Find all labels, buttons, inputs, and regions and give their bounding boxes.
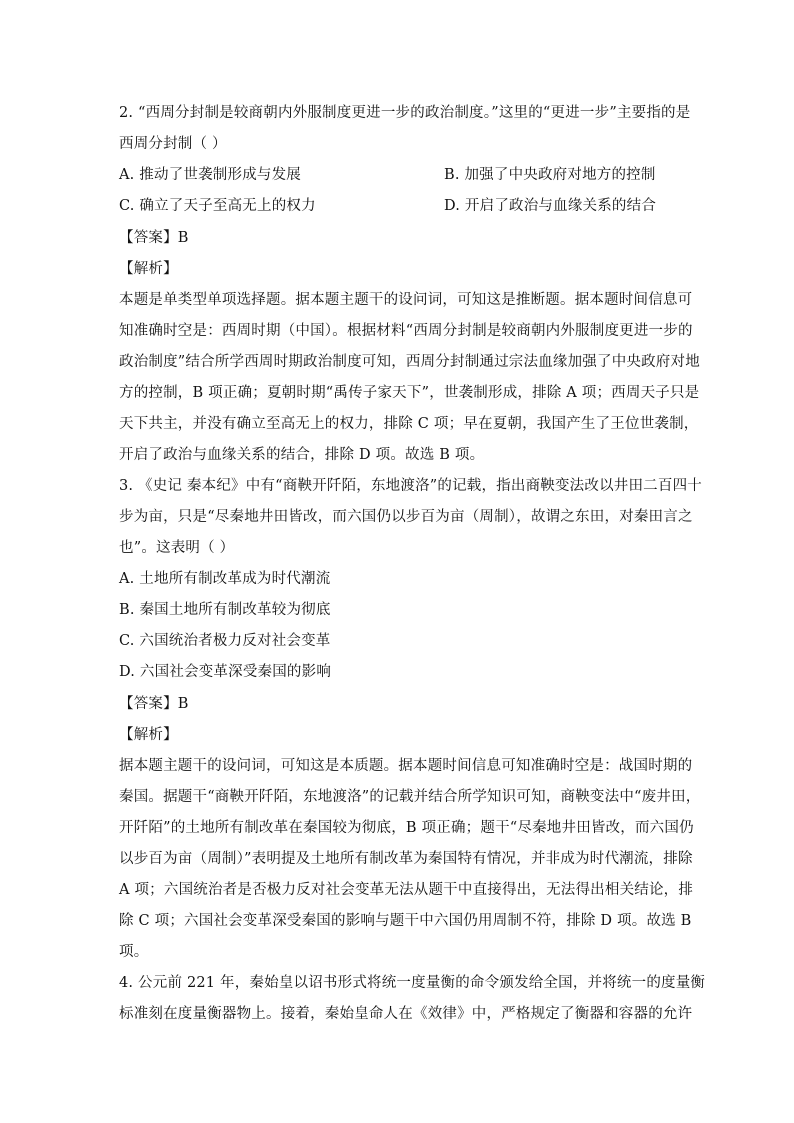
q2-analysis-line: 政治制度”结合所学西周时期政治制度可知，西周分封制通过宗法血缘加强了中央政府对地 — [119, 354, 700, 370]
q2-option-c: C. 确立了天子至高无上的权力 — [119, 198, 316, 214]
q2-analysis-line: 开启了政治与血缘关系的结合，排除 D 项。故选 B 项。 — [119, 447, 485, 463]
q2-analysis-line: 知准确时空是：西周时期（中国）。根据材料“西周分封制是较商朝内外服制度更进一步的 — [119, 323, 693, 339]
q3-option-b: B. 秦国土地所有制改革较为彻底 — [119, 602, 331, 618]
q3-option-a: A. 土地所有制改革成为时代潮流 — [119, 571, 331, 587]
q3-analysis-line: 项。 — [119, 944, 149, 960]
q2-analysis-line: 方的控制，B 项正确；夏朝时期“禹传子家天下”，世袭制形成，排除 A 项；西周天子只是 — [119, 385, 700, 401]
q2-stem-line-1: 2. “西周分封制是较商朝内外服制度更进一步的政治制度。”这里的“更进一步”主要指的是 — [119, 105, 691, 121]
q3-analysis-label: 【解析】 — [119, 727, 178, 743]
q2-stem-line-2: 西周分封制（ ） — [119, 136, 227, 152]
q3-answer: 【答案】B — [119, 696, 189, 712]
q3-analysis-line: A 项；六国统治者是否极力反对社会变革无法从题干中直接得出，无法得出相关结论，排 — [119, 882, 694, 898]
q2-analysis-line: 天下共主，并没有确立至高无上的权力，排除 C 项；早在夏朝，我国产生了王位世袭制， — [119, 416, 699, 432]
q3-analysis-line: 开阡陌”的土地所有制改革在秦国较为彻底，B 项正确；题干“尽秦地井田皆改，而六国仍 — [119, 820, 694, 836]
q3-stem-line-2: 步为亩，只是“尽秦地井田皆改，而六国仍以步百为亩（周制），故谓之东田，对秦田言之 — [119, 509, 693, 525]
q2-answer: 【答案】B — [119, 230, 189, 246]
q3-analysis-line: 据本题主题干的设问词，可知这是本质题。据本题时间信息可知准确时空是：战国时期的 — [119, 758, 693, 774]
q4-stem-line-2: 标准刻在度量衡器物上。接着，秦始皇命人在《效律》中，严格规定了衡器和容器的允许 — [119, 1006, 693, 1022]
q4-stem-line-1: 4. 公元前 221 年，秦始皇以诏书形式将统一度量衡的命令颁发给全国，并将统一的度量衡 — [119, 975, 706, 991]
q2-analysis-label: 【解析】 — [119, 261, 178, 277]
q3-option-c: C. 六国统治者极力反对社会变革 — [119, 633, 331, 649]
q3-stem-line-1: 3. 《史记 秦本纪》中有“商鞅开阡陌，东地渡洛”的记载，指出商鞅变法改以井田二百四十 — [119, 478, 702, 494]
q3-analysis-line: 除 C 项；六国社会变革深受秦国的影响与题干中六国仍用周制不符，排除 D 项。故选 B — [119, 913, 692, 929]
q3-analysis-line: 以步百为亩（周制）”表明提及土地所有制改革为秦国特有情况，并非成为时代潮流，排除 — [119, 851, 693, 867]
q2-option-a: A. 推动了世袭制形成与发展 — [119, 167, 301, 183]
q2-option-b: B. 加强了中央政府对地方的控制 — [444, 167, 656, 183]
q3-option-d: D. 六国社会变革深受秦国的影响 — [119, 664, 332, 680]
q3-stem-line-3: 也”。这表明（ ） — [119, 540, 235, 556]
q2-analysis-line: 本题是单类型单项选择题。据本题主题干的设问词，可知这是推断题。据本题时间信息可 — [119, 292, 693, 308]
q2-option-d: D. 开启了政治与血缘关系的结合 — [444, 198, 657, 214]
q3-analysis-line: 秦国。据题干“商鞅开阡陌，东地渡洛”的记载并结合所学知识可知，商鞅变法中“废井田， — [119, 789, 701, 805]
